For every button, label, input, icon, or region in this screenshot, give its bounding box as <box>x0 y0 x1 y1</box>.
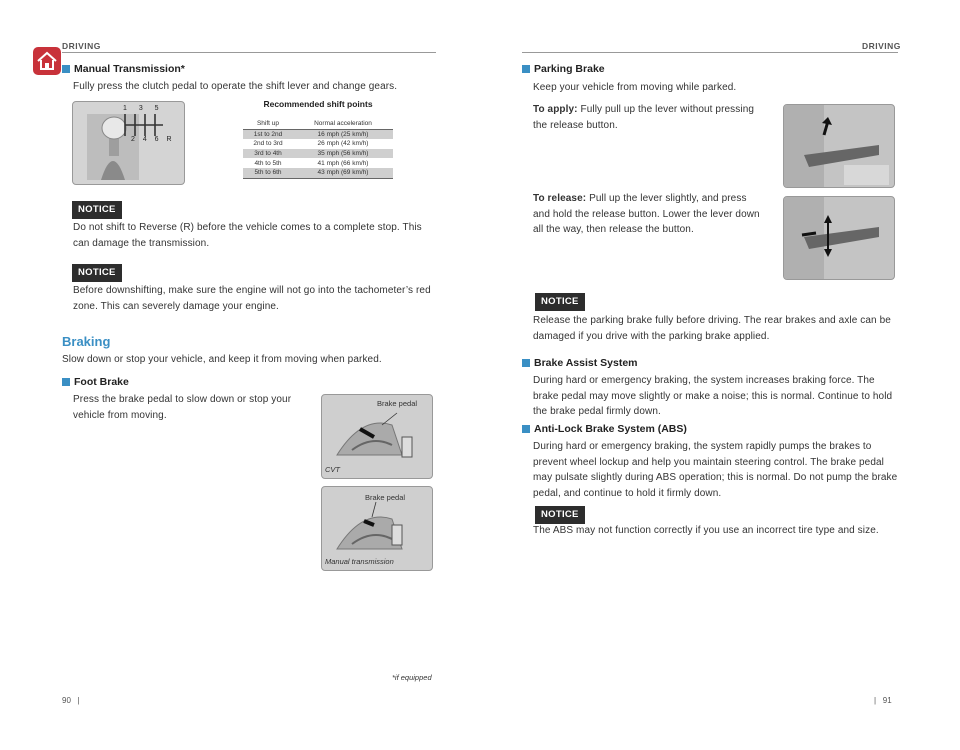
braking-text: Slow down or stop your vehicle, and keep it from moving when parked. <box>62 354 382 365</box>
brake-pedal-label-2: Brake pedal <box>365 493 406 502</box>
manual-transmission-heading <box>62 63 185 75</box>
cvt-caption: CVT <box>325 465 340 474</box>
page-separator: | <box>70 696 80 705</box>
brake-pedal-cvt-image <box>321 394 433 479</box>
apply-instruction <box>533 102 768 133</box>
parking-brake-notice-text: Release the parking brake fully before driving. The rear brakes and axle can be damaged if you drive with the parking brake applied. <box>533 315 891 342</box>
page-number-right-value: 91 <box>882 696 892 705</box>
foot-brake-title: Foot Brake <box>74 376 129 388</box>
parking-brake-release-image <box>783 196 895 280</box>
notice-badge: NOTICE <box>72 264 122 282</box>
parking-brake-apply-illustration <box>784 105 894 187</box>
section-bullet <box>522 65 530 73</box>
release-label: To release: <box>533 193 587 204</box>
header-rule-left <box>62 52 436 53</box>
shift-points-table <box>243 119 393 179</box>
table-header-row <box>243 119 393 129</box>
page-number-right <box>874 696 892 705</box>
table-cell: 3rd to 4th <box>243 149 293 159</box>
section-bullet <box>522 425 530 433</box>
header-right: DRIVING <box>862 41 901 51</box>
header-left: DRIVING <box>62 41 101 51</box>
foot-brake-text: Press the brake pedal to slow down or stop your vehicle from moving. <box>73 394 292 421</box>
notice-badge: NOTICE <box>72 201 122 219</box>
section-bullet <box>62 65 70 73</box>
manual-transmission-title: Manual Transmission* <box>74 63 185 75</box>
table-header-cell: Normal acceleration <box>293 119 393 129</box>
header-rule-right <box>522 52 898 53</box>
gear-labels-top: 1 3 5 <box>123 105 164 112</box>
notice-badge: NOTICE <box>535 293 585 311</box>
table-row <box>243 149 393 159</box>
footnote: *if equipped <box>392 673 432 682</box>
release-instruction <box>533 191 763 238</box>
abs-text: During hard or emergency braking, the system rapidly pumps the brakes to prevent wheel lockup and help you maintain steering control. The brake pedal may pulsate slightly during ABS operation; this is normal. Do not pump the brake pedal, and continue to hold it firmly down. <box>533 441 898 499</box>
brake-assist-heading <box>522 357 638 369</box>
brake-pedal-label-1: Brake pedal <box>377 399 418 408</box>
brake-assist-title: Brake Assist System <box>534 357 638 369</box>
table-row <box>243 158 393 168</box>
page-number-left <box>62 696 80 705</box>
gear-labels-bottom: 2 4 6 R <box>131 136 175 143</box>
table-row <box>243 129 393 139</box>
gear-shift-image <box>72 101 185 185</box>
parking-brake-text: Keep your vehicle from moving while parked. <box>533 82 737 93</box>
table-row <box>243 168 393 178</box>
release-text: Pull up the lever slightly, and press and hold the release button. Lower the lever down all the way, then release the button. <box>533 193 760 235</box>
brake-assist-text: During hard or emergency braking, the system increases braking force. The brake pedal may move slightly or make a noise; this is normal. Continue to hold the brake pedal firmly down. <box>533 375 893 417</box>
apply-text: Fully pull up the lever without pressing the release button. <box>533 104 755 131</box>
table-cell: 16 mph (25 km/h) <box>293 129 393 139</box>
parking-brake-release-illustration <box>784 197 894 279</box>
gear-shift-illustration <box>73 102 184 184</box>
table-cell: 35 mph (56 km/h) <box>293 149 393 159</box>
parking-brake-title: Parking Brake <box>534 63 605 75</box>
brake-pedal-mt-image <box>321 486 433 571</box>
abs-heading <box>522 423 687 435</box>
foot-brake-heading <box>62 376 129 388</box>
notice2-text: Before downshifting, make sure the engine will not go into the tachometer’s red zone. This can severely damage your engine. <box>73 285 431 312</box>
parking-brake-apply-image <box>783 104 895 188</box>
table-cell: 5th to 6th <box>243 168 293 178</box>
parking-brake-heading <box>522 63 605 75</box>
table-cell: 41 mph (66 km/h) <box>317 159 369 167</box>
page-separator: | <box>874 696 883 705</box>
manual-transmission-text: Fully press the clutch pedal to operate the shift lever and change gears. <box>73 81 398 92</box>
abs-title: Anti-Lock Brake System (ABS) <box>534 423 687 435</box>
manual-transmission-caption: Manual transmission <box>325 557 394 566</box>
table-cell: 2nd to 3rd <box>253 140 283 148</box>
home-icon[interactable] <box>33 47 61 75</box>
shift-table-title: Recommended shift points <box>263 99 373 109</box>
braking-heading: Braking <box>62 334 111 349</box>
apply-label: To apply: <box>533 104 578 115</box>
table-cell: 1st to 2nd <box>243 129 293 139</box>
home-icon-glyph <box>33 47 61 75</box>
notice-badge: NOTICE <box>535 506 585 524</box>
page-number-left-value: 90 <box>62 696 71 705</box>
table-cell: 26 mph (42 km/h) <box>317 140 369 148</box>
notice1-text: Do not shift to Reverse (R) before the vehicle comes to a complete stop. This can damage the transmission. <box>73 222 422 249</box>
section-bullet <box>522 359 530 367</box>
table-cell: 43 mph (69 km/h) <box>293 168 393 178</box>
abs-notice-text: The ABS may not function correctly if you use an incorrect tire type and size. <box>533 525 879 536</box>
table-header-cell: Shift up <box>243 119 293 129</box>
table-cell: 4th to 5th <box>254 159 282 167</box>
section-bullet <box>62 378 70 386</box>
table-row <box>243 139 393 149</box>
